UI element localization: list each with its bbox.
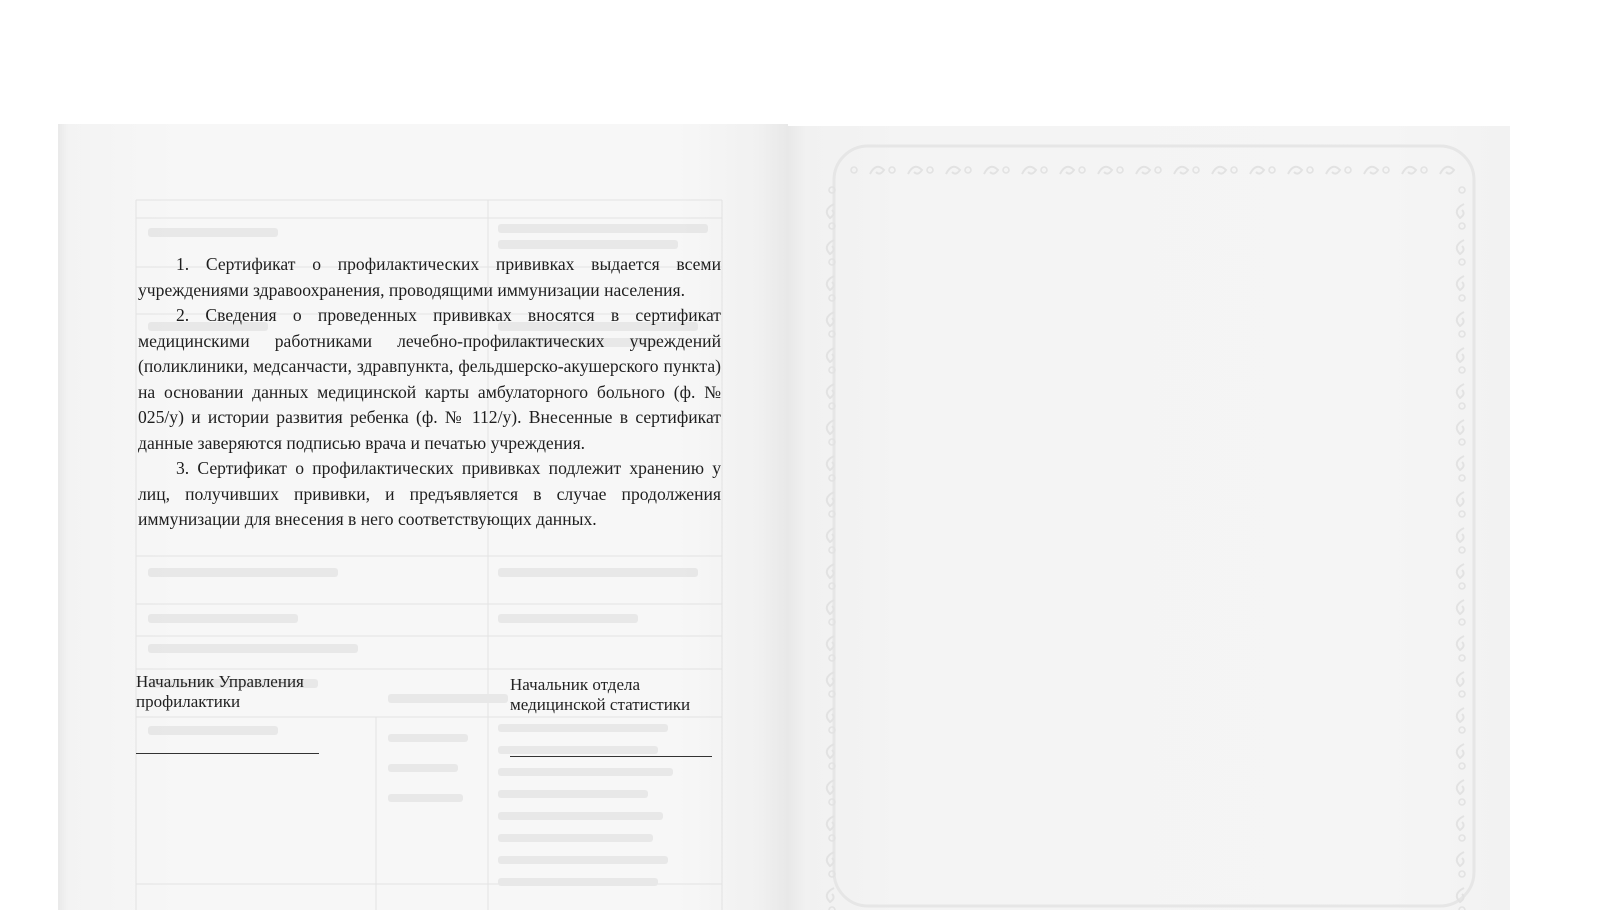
left-page	[58, 124, 788, 910]
paragraph-2: 2. Сведения о проведенных прививках вносятся в сертификат медицинскими работниками лечебно-профилактических учреждений (поликлиники, медсанчасти, здравпункта, фельдшерско-акушерского пункта) на основании данных медицинской карты амбулаторного больного (ф. № 025/у) и истории развития ребенка (ф. № 112/у). Внесенные в сертификат данные заверяются подписью врача и печатью учреждения.	[138, 305, 721, 453]
ornamental-border	[788, 126, 1510, 910]
paragraph-3: 3. Сертификат о профилактических прививках подлежит хранению у лиц, получивших прививки, и предъявляется в случае продолжения иммунизации для внесения в него соответствующих данных.	[138, 458, 721, 529]
signature-title-line1: Начальник Управления	[136, 672, 304, 691]
signature-title-line2: медицинской статистики	[510, 695, 691, 714]
signature-line-left	[136, 753, 319, 754]
right-page	[788, 126, 1510, 910]
signature-title-line1: Начальник отдела	[510, 675, 641, 694]
signature-line-right	[510, 756, 712, 757]
signature-title-line2: профилактики	[136, 692, 241, 711]
signature-block-prevention-head	[136, 672, 366, 712]
paragraph-1: 1. Сертификат о профилактических прививках выдается всеми учреждениями здравоохранения, проводящими иммунизации населения.	[138, 254, 721, 300]
certificate-instructions	[138, 252, 721, 533]
signature-block-statistics-head	[510, 675, 740, 715]
